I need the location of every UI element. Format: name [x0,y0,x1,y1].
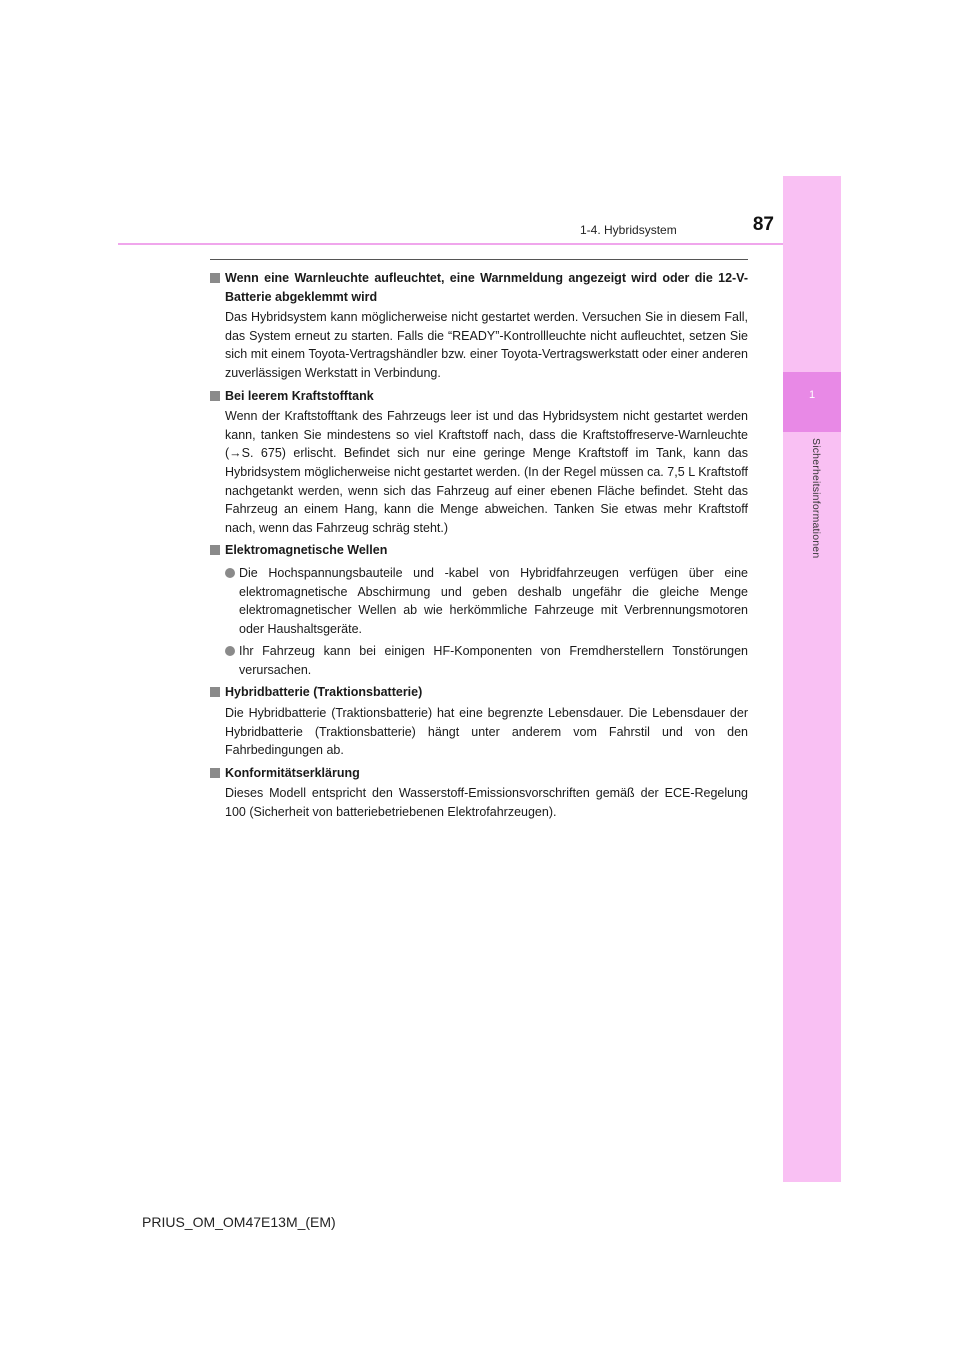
section-heading [210,387,748,406]
page-content [210,265,748,822]
section-heading-text: Konformitätserklärung [225,765,360,780]
square-bullet-icon [210,545,220,555]
chapter-number: 1 [808,389,816,401]
square-bullet-icon [210,273,220,283]
section-heading-text: Wenn eine Warnleuchte aufleuchtet, eine Warnmeldung angezeigt wird oder die 12-V-Batterie abgeklemmt wird [225,271,748,304]
section-body: Dieses Modell entspricht den Wasserstoff-Emissionsvorschriften gemäß der ECE-Regelung 100 (Sicherheit von batteriebetriebenen Elektrofahrzeugen). [225,786,748,820]
section-body: Das Hybridsystem kann möglicherweise nicht gestartet werden. Versuchen Sie in diesem Fall, das System erneut zu starten. Falls die “READY”-Kontrollleuchte nicht aufleuchtet, setzen Sie sich mit einem Toyota-Vertragshändler bzw. einer Toyota-Vertragswerkstatt oder einer anderen zuverlässigen Werkstatt in Verbindung. [225,310,748,380]
section-body: Wenn der Kraftstofftank des Fahrzeugs leer ist und das Hybridsystem nicht gestartet werden kann, tanken Sie mindestens so viel Kraftstoff nach, dass die Kraftstoffreserve-Warnleuchte (→S. 675) erlischt. Befindet sich nur eine geringe Menge Kraftstoff im Tank, kann das Hybridsystem möglicherweise nicht gestartet werden. (In der Regel müssen ca. 7,5 L Kraftstoff nachgetankt werden, wenn sich das Fahrzeug auf einer ebenen Fläche befindet. Steht das Fahrzeug an einem Hang, kann die Menge abweichen. Tanken Sie etwas mehr Kraftstoff nach, wenn das Fahrzeug schräg steht.) [225,409,748,535]
square-bullet-icon [210,391,220,401]
section-heading [210,683,748,702]
list-item-text: Ihr Fahrzeug kann bei einigen HF-Komponenten von Fremdherstellern Tonstörungen verursachen. [239,644,748,677]
list-item [210,564,748,638]
section-heading-text: Bei leerem Kraftstofftank [225,388,374,403]
section-heading-text: Hybridbatterie (Traktionsbatterie) [225,685,423,700]
page-number: 87 [752,214,774,235]
list-item [210,642,748,679]
circle-bullet-icon [225,568,235,578]
section-heading [210,269,748,306]
content-top-rule [210,259,748,260]
section-heading [210,541,748,560]
chapter-label: Sicherheitsinformationen [810,438,822,559]
circle-bullet-icon [225,646,235,656]
square-bullet-icon [210,768,220,778]
section-title: 1-4. Hybridsystem [580,223,677,237]
header-rule [118,243,783,245]
chapter-side-tab [783,176,841,1182]
square-bullet-icon [210,687,220,697]
section-heading [210,764,748,783]
list-item-text: Die Hochspannungsbauteile und -kabel von Hybridfahrzeugen verfügen über eine elektromagnetische Abschirmung und geben deshalb ungefähr die gleiche Menge elektromagnetischer Wellen ab wie herkömmliche Fahrzeuge mit Verbrennungsmotoren oder Haushaltsgeräte. [239,565,748,636]
document-code: PRIUS_OM_OM47E13M_(EM) [142,1214,336,1230]
chapter-tab-active[interactable] [783,372,841,432]
section-body: Die Hybridbatterie (Traktionsbatterie) hat eine begrenzte Lebensdauer. Die Lebensdauer der Hybridbatterie (Traktionsbatterie) hängt unter anderem vom Fahrstil und von den Fahrbedingungen ab. [225,706,748,758]
section-heading-text: Elektromagnetische Wellen [225,543,388,558]
